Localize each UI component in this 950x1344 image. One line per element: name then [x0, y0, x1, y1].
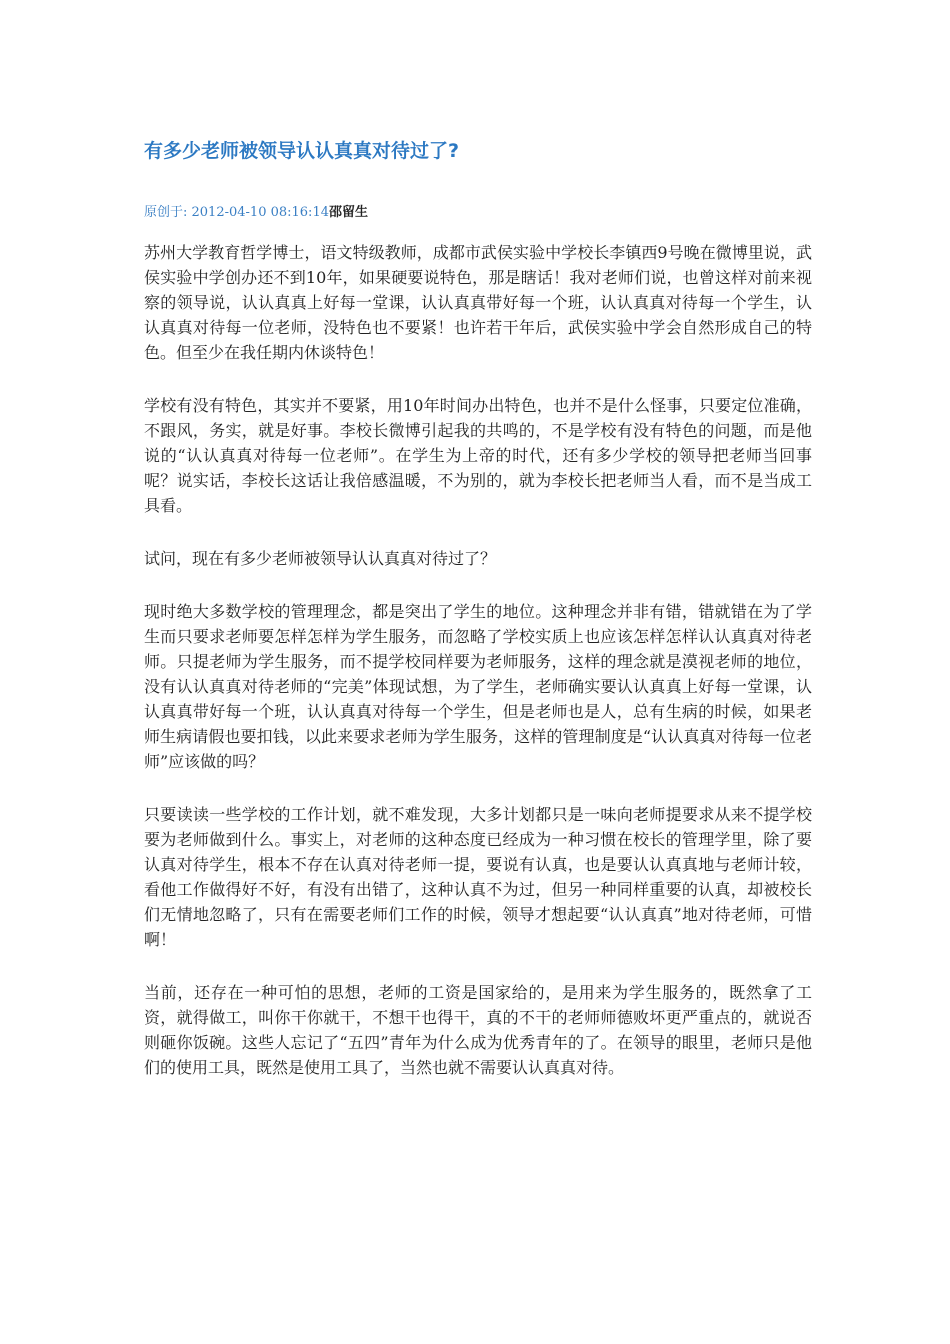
article-meta [144, 201, 368, 220]
paragraph-1: 苏州大学教育哲学博士，语文特级教师，成都市武侯实验中学校长李镇西9号晚在微博里说，武侯实验中学创办还不到10年，如果硬要说特色，那是瞎话！我对老师们说，也曾这样对前来视察的领导说，认认真真上好每一堂课，认认真真带好每一个班，认认真真对待每一个学生，认认真真对待每一位老师，没特色也不要紧！也许若干年后，武侯实验中学会自然形成自己的特色。但至少在我任期内休谈特色！ [144, 243, 812, 362]
paragraph-4: 现时绝大多数学校的管理理念，都是突出了学生的地位。这种理念并非有错，错就错在为了学生而只要求老师要怎样怎样为学生服务，而忽略了学校实质上也应该怎样怎样认认真真对待老师。只提老师为学生服务，而不提学校同样要为老师服务，这样的理念就是漠视老师的地位，没有认认真真对待老师的“完美”体现试想，为了学生，老师确实要认认真真上好每一堂课，认认真真带好每一个班，认认真真对待每一个学生，但是老师也是人，总有生病的时候，如果老师生病请假也要扣钱，以此来要求老师为学生服务，这样的管理制度是“认认真真对待每一位老师”应该做的吗？ [144, 602, 812, 771]
paragraph-2: 学校有没有特色，其实并不要紧，用10年时间办出特色，也并不是什么怪事，只要定位准确，不跟风，务实，就是好事。李校长微博引起我的共鸣的，不是学校有没有特色的问题，而是他说的“认认真真对待每一位老师”。在学生为上帝的时代，还有多少学校的领导把老师当回事呢？说实话，李校长这话让我倍感温暖，不为别的，就为李校长把老师当人看，而不是当成工具看。 [144, 396, 812, 515]
article-body [144, 240, 812, 1108]
publish-date: 原创于: 2012-04-10 08:16:14 [144, 205, 329, 220]
paragraph-3: 试问，现在有多少老师被领导认认真真对待过了？ [144, 549, 497, 568]
author-name: 邵留生 [328, 205, 368, 220]
paragraph-6: 当前，还存在一种可怕的思想，老师的工资是国家给的，是用来为学生服务的，既然拿了工资，就得做工，叫你干你就干，不想干也得干，真的不干的老师师德败坏更严重点的，就说否则砸你饭碗。这些人忘记了“五四”青年为什么成为优秀青年的了。在领导的眼里，老师只是他们的使用工具，既然是使用工具了，当然也就不需要认认真真对待。 [144, 983, 812, 1077]
paragraph-5: 只要读读一些学校的工作计划，就不难发现，大多计划都只是一味向老师提要求从来不提学校要为老师做到什么。事实上，对老师的这种态度已经成为一种习惯在校长的管理学里，除了要认真对待学生，根本不存在认真对待老师一提，要说有认真，也是要认认真真地与老师计较，看他工作做得好不好，有没有出错了，这种认真不为过，但另一种同样重要的认真，却被校长们无情地忽略了，只有在需要老师们工作的时候，领导才想起要“认认真真”地对待老师，可惜啊！ [144, 805, 812, 949]
article-title: 有多少老师被领导认认真真对待过了? [144, 140, 460, 162]
